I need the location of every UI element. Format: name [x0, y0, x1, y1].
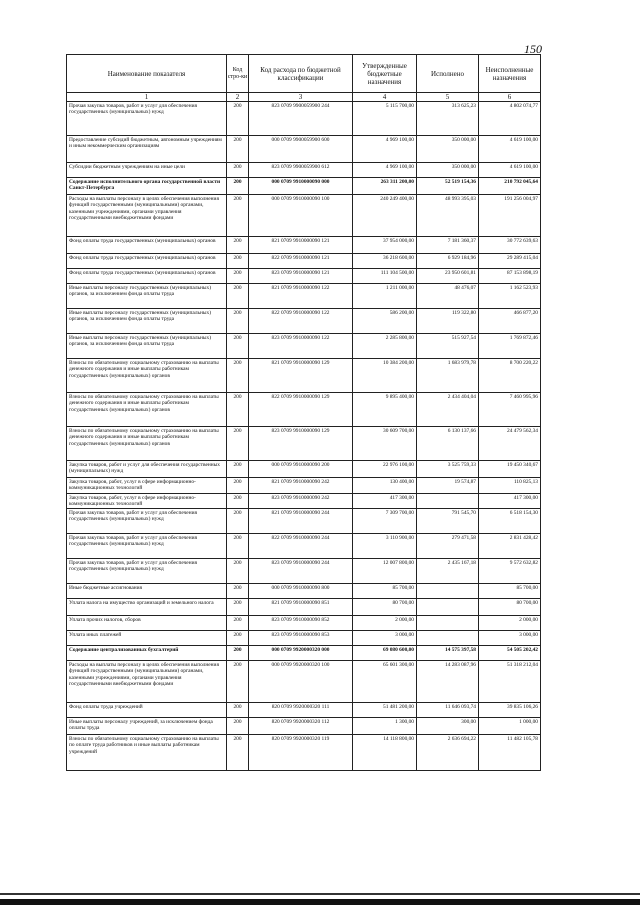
table-row	[67, 269, 541, 284]
row-unexecuted: 51 318 212,04	[479, 661, 541, 703]
row-unexecuted: 9 572 632,82	[479, 559, 541, 584]
row-name: Закупка товаров, работ, услуг в сфере информационно-коммуникационных технологий	[67, 478, 227, 494]
row-executed	[417, 616, 479, 631]
row-approved: 3 000,00	[353, 631, 417, 646]
row-unexecuted: 466 877,20	[479, 309, 541, 334]
row-approved: 51 481 200,00	[353, 703, 417, 718]
row-name: Иные выплаты персоналу государственных (муниципальных) органов, за исключением фонда оплаты труда	[67, 334, 227, 359]
row-unexecuted: 6 518 154,30	[479, 509, 541, 534]
table-row	[67, 309, 541, 334]
row-code: 200	[227, 559, 249, 584]
row-kbk: 821 0709 9910000090 244	[249, 509, 353, 534]
row-executed: 350 000,00	[417, 136, 479, 163]
row-name: Закупка товаров, работ, услуг в сфере информационно-коммуникационных технологий	[67, 493, 227, 509]
table-row	[67, 534, 541, 559]
row-approved: 3 110 900,00	[353, 534, 417, 559]
table-row	[67, 478, 541, 494]
row-unexecuted: 110 825,13	[479, 478, 541, 494]
row-executed: 52 519 154,36	[417, 178, 479, 195]
table-row	[67, 163, 541, 178]
row-code: 200	[227, 359, 249, 393]
row-unexecuted: 3 000,00	[479, 631, 541, 646]
row-kbk: 823 0709 9910000090 129	[249, 427, 353, 461]
row-name: Расходы на выплаты персоналу в целях обеспечения выполнения функций государственными (муниципальными) органами, казенными учреждениями, органами управления государственными внебюджетными фондами	[67, 661, 227, 703]
row-kbk: 000 0709 9910000090 100	[249, 195, 353, 237]
row-unexecuted: 1 769 872,46	[479, 334, 541, 359]
row-unexecuted: 4 802 074,77	[479, 102, 541, 136]
table-row	[67, 427, 541, 461]
row-unexecuted: 1 000,00	[479, 718, 541, 735]
row-code: 200	[227, 534, 249, 559]
row-approved: 4 969 100,00	[353, 136, 417, 163]
row-name: Уплата иных платежей	[67, 631, 227, 646]
row-executed: 48 993 395,03	[417, 195, 479, 237]
row-name: Содержание централизованных бухгалтерий	[67, 646, 227, 661]
table-row	[67, 509, 541, 534]
row-unexecuted: 29 289 415,04	[479, 254, 541, 269]
header-code: Код стро-ки	[227, 55, 249, 93]
row-name: Прочая закупка товаров, работ и услуг для обеспечения государственных (муниципальных) нужд	[67, 559, 227, 584]
row-kbk: 821 0709 9910000090 851	[249, 599, 353, 616]
row-approved: 5 115 700,00	[353, 102, 417, 136]
table-row	[67, 599, 541, 616]
row-kbk: 823 0709 9900059900 612	[249, 163, 353, 178]
scan-border	[0, 899, 640, 905]
budget-execution-table	[66, 54, 541, 771]
row-executed: 1 683 979,78	[417, 359, 479, 393]
table-row	[67, 237, 541, 254]
row-name: Фонд оплаты труда учреждений	[67, 703, 227, 718]
row-unexecuted: 87 153 898,19	[479, 269, 541, 284]
table-row	[67, 461, 541, 478]
row-name: Иные выплаты персоналу государственных (муниципальных) органов, за исключением фонда оплаты труда	[67, 284, 227, 309]
row-name: Закупка товаров, работ и услуг для обеспечения государственных (муниципальных) нужд	[67, 461, 227, 478]
row-kbk: 000 0709 9910000090 000	[249, 178, 353, 195]
row-approved: 22 976 100,00	[353, 461, 417, 478]
table-row	[67, 393, 541, 427]
row-executed	[417, 493, 479, 509]
row-code: 200	[227, 284, 249, 309]
header-unexecuted: Неисполненные назначения	[479, 55, 541, 93]
row-executed: 313 625,23	[417, 102, 479, 136]
column-index: 6	[479, 93, 541, 102]
table-row	[67, 493, 541, 509]
row-kbk: 821 0709 9910000090 129	[249, 359, 353, 393]
row-executed: 6 130 137,66	[417, 427, 479, 461]
table-row	[67, 284, 541, 309]
row-kbk: 000 0709 9900059900 600	[249, 136, 353, 163]
row-unexecuted: 8 700 220,22	[479, 359, 541, 393]
row-name: Предоставление субсидий бюджетным, автономным учреждениям и иным некоммерческим организациям	[67, 136, 227, 163]
row-unexecuted: 1 162 523,93	[479, 284, 541, 309]
row-code: 200	[227, 461, 249, 478]
row-code: 200	[227, 718, 249, 735]
table-row	[67, 136, 541, 163]
row-code: 200	[227, 599, 249, 616]
row-approved: 111 104 500,00	[353, 269, 417, 284]
row-code: 200	[227, 102, 249, 136]
row-unexecuted: 11 482 105,78	[479, 735, 541, 771]
row-kbk: 822 0709 9910000090 121	[249, 254, 353, 269]
row-approved: 69 080 600,00	[353, 646, 417, 661]
row-kbk: 000 0709 9920000320 100	[249, 661, 353, 703]
row-kbk: 821 0709 9910000090 121	[249, 237, 353, 254]
row-executed: 2 434 404,04	[417, 393, 479, 427]
row-executed: 48 476,07	[417, 284, 479, 309]
row-code: 200	[227, 646, 249, 661]
row-approved: 2 000,00	[353, 616, 417, 631]
row-executed: 2 636 694,22	[417, 735, 479, 771]
row-name: Фонд оплаты труда государственных (муниципальных) органов	[67, 254, 227, 269]
row-approved: 30 609 700,00	[353, 427, 417, 461]
row-executed: 23 950 601,81	[417, 269, 479, 284]
row-name: Взносы по обязательному социальному страхованию на выплаты денежного содержания и иные выплаты работникам государственных (муниципальных) органов	[67, 393, 227, 427]
row-code: 200	[227, 254, 249, 269]
row-executed: 19 574,87	[417, 478, 479, 494]
row-unexecuted: 2 000,00	[479, 616, 541, 631]
row-approved: 4 969 100,00	[353, 163, 417, 178]
column-index-row	[67, 93, 541, 102]
row-name: Фонд оплаты труда государственных (муниципальных) органов	[67, 269, 227, 284]
row-kbk: 823 0709 9910000090 122	[249, 334, 353, 359]
table-row	[67, 703, 541, 718]
table-row	[67, 334, 541, 359]
column-index: 3	[249, 93, 353, 102]
table-header-row	[67, 55, 541, 93]
row-executed	[417, 599, 479, 616]
row-name: Взносы по обязательному социальному страхованию на выплаты по оплате труда работников и иные выплаты работникам учреждений	[67, 735, 227, 771]
row-code: 200	[227, 393, 249, 427]
row-unexecuted: 30 772 639,63	[479, 237, 541, 254]
row-executed: 515 927,54	[417, 334, 479, 359]
row-name: Уплата прочих налогов, сборов	[67, 616, 227, 631]
table-row	[67, 359, 541, 393]
row-executed: 3 525 759,33	[417, 461, 479, 478]
row-approved: 80 700,00	[353, 599, 417, 616]
row-approved: 36 218 600,00	[353, 254, 417, 269]
row-kbk: 822 0709 9910000090 122	[249, 309, 353, 334]
row-kbk: 822 0709 9910000090 244	[249, 534, 353, 559]
table-row	[67, 559, 541, 584]
row-name: Иные выплаты персоналу учреждений, за исключением фонда оплаты труда	[67, 718, 227, 735]
row-kbk: 821 0709 9910000090 122	[249, 284, 353, 309]
header-approved: Утвержденные бюджетные назначения	[353, 55, 417, 93]
row-executed: 350 000,00	[417, 163, 479, 178]
row-code: 200	[227, 309, 249, 334]
row-executed: 119 322,80	[417, 309, 479, 334]
column-index: 1	[67, 93, 227, 102]
header-executed: Исполнено	[417, 55, 479, 93]
row-code: 200	[227, 427, 249, 461]
row-name: Иные бюджетные ассигнования	[67, 584, 227, 599]
row-code: 200	[227, 493, 249, 509]
row-name: Субсидии бюджетным учреждениям на иные цели	[67, 163, 227, 178]
row-name: Расходы на выплаты персоналу в целях обеспечения выполнения функций государственными (муниципальными) органами, казенными учреждениями, органами управления государственными внебюджетными фондами	[67, 195, 227, 237]
row-executed: 14 575 397,58	[417, 646, 479, 661]
table-row	[67, 254, 541, 269]
row-unexecuted: 85 700,00	[479, 584, 541, 599]
header-name: Наименование показателя	[67, 55, 227, 93]
row-code: 200	[227, 631, 249, 646]
table-row	[67, 584, 541, 599]
row-unexecuted: 80 700,00	[479, 599, 541, 616]
table-row	[67, 735, 541, 771]
row-unexecuted: 24 479 562,34	[479, 427, 541, 461]
row-unexecuted: 7 460 995,96	[479, 393, 541, 427]
row-kbk: 000 0709 9910000090 200	[249, 461, 353, 478]
row-code: 200	[227, 735, 249, 771]
row-approved: 130 400,00	[353, 478, 417, 494]
row-executed: 300,00	[417, 718, 479, 735]
row-executed	[417, 584, 479, 599]
row-code: 200	[227, 334, 249, 359]
row-code: 200	[227, 509, 249, 534]
row-name: Уплата налога на имущество организаций и земельного налога	[67, 599, 227, 616]
row-approved: 240 249 400,00	[353, 195, 417, 237]
row-kbk: 823 0709 9910000090 121	[249, 269, 353, 284]
row-approved: 417 300,00	[353, 493, 417, 509]
page-number: 150	[524, 42, 542, 56]
row-approved: 10 384 200,00	[353, 359, 417, 393]
table-row	[67, 616, 541, 631]
row-name: Содержание исполнительного органа государственной власти Санкт-Петербурга	[67, 178, 227, 195]
row-code: 200	[227, 703, 249, 718]
row-kbk: 823 0709 9910000090 853	[249, 631, 353, 646]
row-code: 200	[227, 269, 249, 284]
row-kbk: 000 0709 9920000320 000	[249, 646, 353, 661]
row-kbk: 822 0709 9910000090 129	[249, 393, 353, 427]
table-row	[67, 195, 541, 237]
row-kbk: 820 0709 9920000320 119	[249, 735, 353, 771]
row-code: 200	[227, 136, 249, 163]
row-approved: 2 285 800,00	[353, 334, 417, 359]
column-index: 2	[227, 93, 249, 102]
row-name: Взносы по обязательному социальному страхованию на выплаты денежного содержания и иные выплаты работникам государственных (муниципальных) органов	[67, 427, 227, 461]
row-kbk: 823 0709 9910000090 242	[249, 493, 353, 509]
row-approved: 263 311 200,00	[353, 178, 417, 195]
row-unexecuted: 2 831 428,42	[479, 534, 541, 559]
row-kbk: 823 0709 9910000090 852	[249, 616, 353, 631]
row-unexecuted: 191 256 004,97	[479, 195, 541, 237]
row-unexecuted: 19 450 340,67	[479, 461, 541, 478]
row-code: 200	[227, 195, 249, 237]
row-approved: 14 118 800,00	[353, 735, 417, 771]
row-unexecuted: 417 300,00	[479, 493, 541, 509]
scan-border-line	[0, 893, 640, 895]
table-row	[67, 661, 541, 703]
table-row	[67, 102, 541, 136]
row-executed: 279 471,58	[417, 534, 479, 559]
row-kbk: 820 0709 9920000320 111	[249, 703, 353, 718]
row-executed: 6 929 184,96	[417, 254, 479, 269]
row-kbk: 820 0709 9920000320 112	[249, 718, 353, 735]
row-name: Взносы по обязательному социальному страхованию на выплаты денежного содержания и иные выплаты работникам государственных (муниципальных) органов	[67, 359, 227, 393]
row-executed: 14 283 087,96	[417, 661, 479, 703]
row-kbk: 000 0709 9910000090 800	[249, 584, 353, 599]
column-index: 4	[353, 93, 417, 102]
table-row	[67, 178, 541, 195]
row-approved: 37 954 000,00	[353, 237, 417, 254]
row-code: 200	[227, 616, 249, 631]
row-approved: 1 300,00	[353, 718, 417, 735]
row-kbk: 823 0709 9900059900 244	[249, 102, 353, 136]
row-unexecuted: 4 619 100,00	[479, 136, 541, 163]
row-executed	[417, 631, 479, 646]
row-unexecuted: 4 619 100,00	[479, 163, 541, 178]
row-approved: 85 700,00	[353, 584, 417, 599]
row-kbk: 821 0709 9910000090 242	[249, 478, 353, 494]
row-name: Прочая закупка товаров, работ и услуг для обеспечения государственных (муниципальных) нужд	[67, 509, 227, 534]
row-code: 200	[227, 478, 249, 494]
row-code: 200	[227, 178, 249, 195]
row-executed: 11 646 093,74	[417, 703, 479, 718]
row-code: 200	[227, 163, 249, 178]
row-kbk: 823 0709 9910000090 244	[249, 559, 353, 584]
table-row	[67, 646, 541, 661]
row-code: 200	[227, 661, 249, 703]
row-code: 200	[227, 584, 249, 599]
row-unexecuted: 54 505 202,42	[479, 646, 541, 661]
row-name: Иные выплаты персоналу государственных (муниципальных) органов, за исключением фонда оплаты труда	[67, 309, 227, 334]
column-index: 5	[417, 93, 479, 102]
row-approved: 12 007 800,00	[353, 559, 417, 584]
header-kbk: Код расхода по бюджетной классификации	[249, 55, 353, 93]
row-executed: 7 181 360,37	[417, 237, 479, 254]
table-row	[67, 631, 541, 646]
row-name: Прочая закупка товаров, работ и услуг для обеспечения государственных (муниципальных) нужд	[67, 102, 227, 136]
row-code: 200	[227, 237, 249, 254]
row-executed: 2 435 167,18	[417, 559, 479, 584]
row-executed: 791 545,70	[417, 509, 479, 534]
row-name: Фонд оплаты труда государственных (муниципальных) органов	[67, 237, 227, 254]
row-approved: 1 211 000,00	[353, 284, 417, 309]
row-unexecuted: 210 792 045,64	[479, 178, 541, 195]
row-approved: 9 895 400,00	[353, 393, 417, 427]
table-row	[67, 718, 541, 735]
row-approved: 586 200,00	[353, 309, 417, 334]
row-approved: 7 309 700,00	[353, 509, 417, 534]
row-approved: 65 601 300,00	[353, 661, 417, 703]
row-name: Прочая закупка товаров, работ и услуг для обеспечения государственных (муниципальных) нужд	[67, 534, 227, 559]
row-unexecuted: 39 835 106,26	[479, 703, 541, 718]
